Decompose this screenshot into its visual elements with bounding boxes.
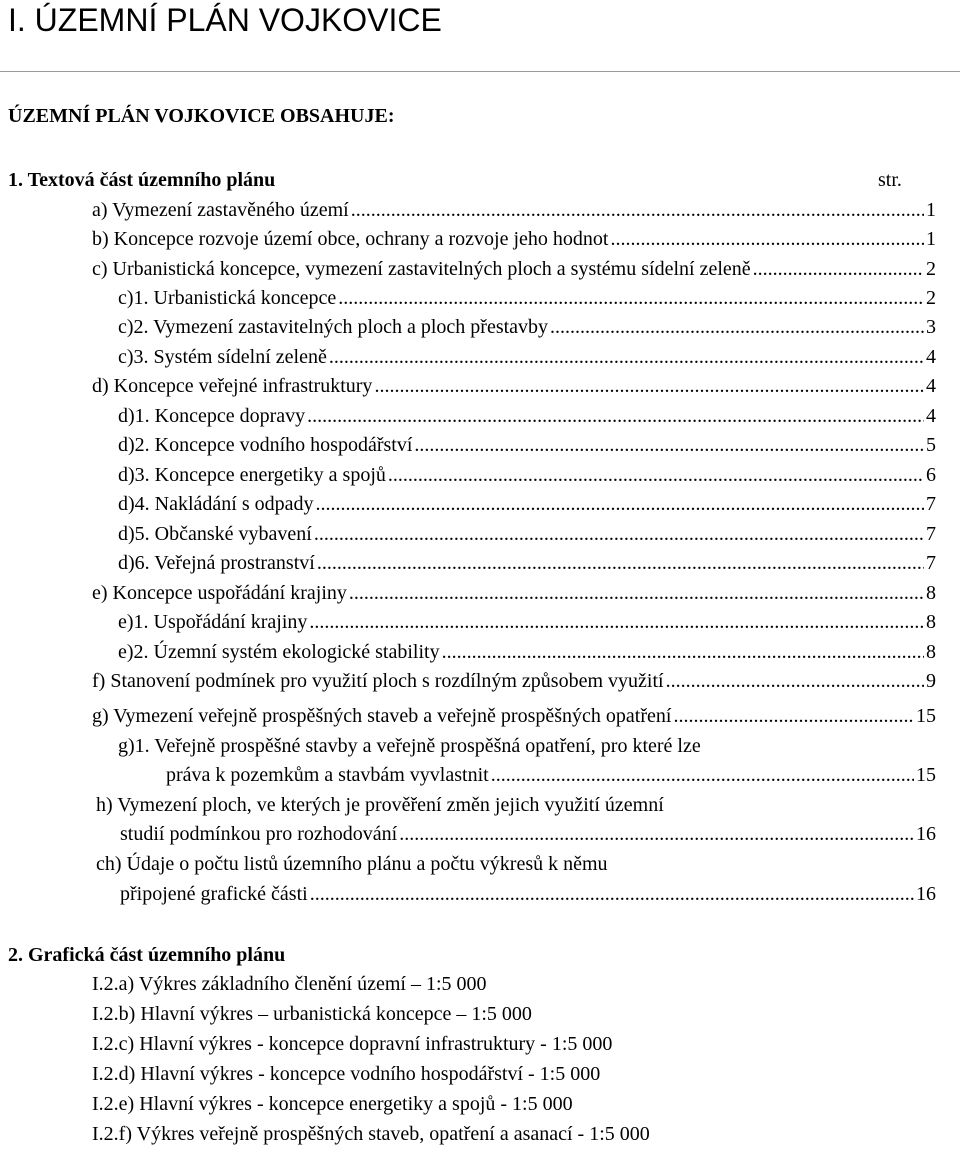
toc-item-label: d)1. Koncepce dopravy [118,405,306,427]
toc-item-d1 [118,403,936,429]
toc-item-ch-line1: ch) Údaje o počtu listů územního plánu a počtu výkresů k němu [96,853,608,875]
contents-heading: ÚZEMNÍ PLÁN VOJKOVICE OBSAHUJE: [8,105,395,127]
toc-item-b [92,226,936,252]
toc-item-label: d)2. Koncepce vodního hospodářství [118,434,413,456]
toc-item-page: 4 [926,405,936,427]
toc-item-label: d)3. Koncepce energetiky a spojů [118,464,386,486]
toc-item-page: 1 [926,228,936,250]
toc-item-page: 8 [926,641,936,663]
toc-item-g1 [166,762,936,788]
toc-item-d2 [118,432,936,458]
toc-item-page: 4 [926,346,936,368]
toc-item-page: 3 [926,316,936,338]
toc-item-c2 [118,314,936,340]
toc-item-page: 7 [926,552,936,574]
toc-item-label: b) Koncepce rozvoje území obce, ochrany a rozvoje jeho hodnot [92,228,609,250]
toc-item-label: d) Koncepce veřejné infrastruktury [92,375,373,397]
toc-item-c3 [118,344,936,370]
toc-item-f [92,668,936,694]
toc-item-label: a) Vymezení zastavěného území [92,199,349,221]
drawing-item-f: I.2.f) Výkres veřejně prospěšných staveb, opatření a asanací - 1:5 000 [92,1123,650,1145]
toc-item-page: 2 [926,258,936,280]
section2-heading: 2. Grafická část územního plánu [8,944,286,966]
toc-item-d [92,373,936,399]
drawing-item-d: I.2.d) Hlavní výkres - koncepce vodního hospodářství - 1:5 000 [92,1063,601,1085]
toc-item-a [92,197,936,223]
toc-item-page: 7 [926,493,936,515]
toc-item-label: c)1. Urbanistická koncepce [118,287,337,309]
toc-item-label: d)5. Občanské vybavení [118,523,312,545]
toc-item-label: práva k pozemkům a stavbám vyvlastnit [166,764,489,786]
toc-item-page: 16 [916,883,936,905]
document-title: I. ÚZEMNÍ PLÁN VOJKOVICE [8,2,442,38]
drawing-item-a: I.2.a) Výkres základního členění území – 1:5 000 [92,973,487,995]
toc-item-g1-line1: g)1. Veřejně prospěšné stavby a veřejně prospěšná opatření, pro které lze [118,735,701,757]
toc-item-label: c) Urbanistická koncepce, vymezení zastavitelných ploch a systému sídelní zeleně [92,258,751,280]
toc-item-e [92,580,936,606]
toc-item-page: 15 [916,705,936,727]
toc-item-d6 [118,550,936,576]
toc-item-d5 [118,521,936,547]
toc-item-label: e)2. Územní systém ekologické stability [118,641,440,663]
toc-item-e1 [118,609,936,635]
toc-item-label: e)1. Uspořádání krajiny [118,611,308,633]
toc-item-page: 9 [926,670,936,692]
toc-item-page: 2 [926,287,936,309]
toc-item-page: 8 [926,611,936,633]
drawing-item-e: I.2.e) Hlavní výkres - koncepce energetiky a spojů - 1:5 000 [92,1093,573,1115]
toc-item-h [120,821,936,847]
toc-item-e2 [118,639,936,665]
toc-item-label: d)6. Veřejná prostranství [118,552,315,574]
toc-item-label: c)3. Systém sídelní zeleně [118,346,327,368]
toc-item-label: c)2. Vymezení zastavitelných ploch a ploch přestavby [118,316,549,338]
toc-item-d3 [118,462,936,488]
toc-item-page: 5 [926,434,936,456]
drawing-item-b: I.2.b) Hlavní výkres – urbanistická koncepce – 1:5 000 [92,1003,532,1025]
page-column-label: str. [878,169,902,191]
drawing-item-c: I.2.c) Hlavní výkres - koncepce dopravní infrastruktury - 1:5 000 [92,1033,613,1055]
toc-item-label: f) Stanovení podmínek pro využití ploch s rozdílným způsobem využití [92,670,664,692]
toc-item-label: studií podmínkou pro rozhodování [120,823,398,845]
toc-item-d4 [118,491,936,517]
toc-item-page: 15 [916,764,936,786]
toc-item-label: g) Vymezení veřejně prospěšných staveb a veřejně prospěšných opatření [92,705,672,727]
toc-item-h-line1: h) Vymezení ploch, ve kterých je prověření změn jejich využití územní [96,794,664,816]
toc-item-page: 6 [926,464,936,486]
section1-heading: 1. Textová část územního plánu [8,169,276,191]
toc-item-g [92,703,936,729]
toc-item-label: d)4. Nakládání s odpady [118,493,314,515]
toc-item-c [92,256,936,282]
toc-item-label: e) Koncepce uspořádání krajiny [92,582,347,604]
toc-item-page: 1 [926,199,936,221]
toc-item-label: připojené grafické části [120,883,308,905]
toc-item-page: 7 [926,523,936,545]
title-divider [0,71,960,72]
toc-item-ch [120,881,936,907]
toc-item-page: 8 [926,582,936,604]
toc-item-page: 4 [926,375,936,397]
toc-item-c1 [118,285,936,311]
toc-item-page: 16 [916,823,936,845]
